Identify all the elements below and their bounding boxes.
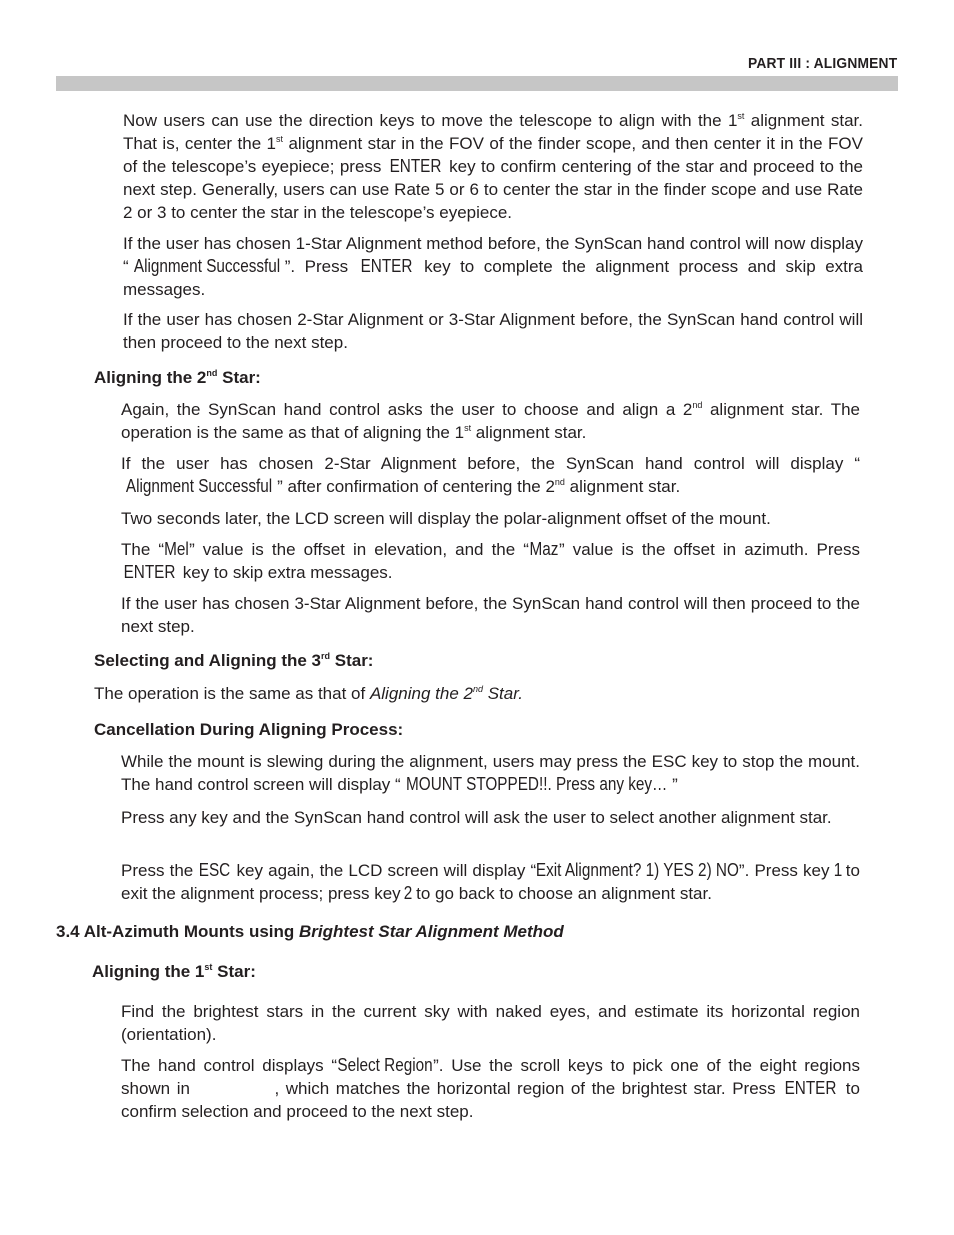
key-2-label: 2 (404, 883, 413, 903)
lcd-alignment-successful: Alignment Successful (125, 476, 273, 496)
heading-third-star: Selecting and Aligning the 3rd Star: (94, 651, 374, 670)
heading-aligning-second-star: Aligning the 2nd Star: (94, 368, 261, 387)
section-heading-brightest-star: 3.4 Alt-Azimuth Mounts using Brightest Star Alignment Method (56, 922, 564, 941)
paragraph-polar-offset: Two seconds later, the LCD screen will display the polar-alignment offset of the mount. (121, 509, 771, 528)
enter-key-label: ENTER (389, 156, 442, 176)
lcd-mount-stopped: MOUNT STOPPED!!. Press any key… (405, 774, 668, 794)
paragraph-third-star-operation: The operation is the same as that of Aligning the 2nd Star. (94, 684, 523, 703)
lcd-exit-alignment: Exit Alignment? 1) YES 2) NO (536, 860, 740, 880)
heading-cancellation: Cancellation During Aligning Process: (94, 720, 404, 739)
paragraph-one-star-result: If the user has chosen 1-Star Alignment method before, the SynScan hand control will now display “ Alignment Successful ”. Press ENTER key to complete the alignment process and skip extra messages. (123, 234, 863, 299)
paragraph-select-another: Press any key and the SynScan hand control will ask the user to select another alignment star. (121, 808, 832, 827)
lcd-mel: Mel (164, 539, 189, 559)
page-header-title: PART III : ALIGNMENT (747, 55, 897, 72)
enter-key-label: ENTER (784, 1078, 837, 1098)
paragraph-exit-alignment: Press the ESC key again, the LCD screen will display “Exit Alignment? 1) YES 2) NO”. Press key 1 to exit the alignment process; press key 2 to go back to choose an alignment star. (121, 860, 860, 903)
lcd-alignment-successful: Alignment Successful (133, 256, 280, 276)
paragraph-three-star-next: If the user has chosen 3-Star Alignment before, the SynScan hand control will then proceed to the next step. (121, 594, 860, 636)
paragraph-two-star-result: If the user has chosen 2-Star Alignment before, the SynScan hand control will display “Alignment Successful ” after confirmation of centering the 2nd alignment star. (121, 454, 860, 496)
lcd-maz: Maz (529, 539, 559, 559)
key-1-label: 1 (833, 860, 842, 880)
paragraph-find-brightest: Find the brightest stars in the current sky with naked eyes, and estimate its horizontal region (orientation). (121, 1002, 860, 1044)
paragraph-move-telescope: Now users can use the direction keys to move the telescope to align with the 1st alignment star. That is, center the 1st alignment star in the FOV of the finder scope, and then center it in the FOV of the telescope’s eyepiece; press ENTER key to confirm centering of the star and proceed to the next step. Generally, users can use Rate 5 or 6 to center the star in the finder scope and use Rate 2 or 3 to center the star in the telescope’s eyepiece. (123, 111, 864, 222)
paragraph-multi-star-next: If the user has chosen 2-Star Alignment or 3-Star Alignment before, the SynScan hand control will then proceed to the next step. (123, 310, 863, 352)
paragraph-mel-maz: The “Mel” value is the offset in elevation, and the “Maz” value is the offset in azimuth. Press ENTER key to skip extra messages. (121, 539, 860, 582)
paragraph-select-region: The hand control displays “Select Region”. Use the scroll keys to pick one of the eight regions shown in , which matches the horizontal region of the brightest star. Press ENTER to confirm selection and proceed to the next step. (121, 1055, 861, 1121)
enter-key-label: ENTER (360, 256, 413, 276)
heading-aligning-first-star: Aligning the 1st Star: (92, 962, 256, 981)
esc-key-label: ESC (199, 860, 231, 880)
paragraph-esc-stop: While the mount is slewing during the alignment, users may press the ESC key to stop the mount. The hand control screen will display “ MOUNT STOPPED!!. Press any key… ” (121, 752, 860, 794)
header-bar (56, 76, 898, 91)
lcd-select-region: Select Region (337, 1055, 433, 1075)
enter-key-label: ENTER (123, 562, 176, 582)
paragraph-second-star: Again, the SynScan hand control asks the user to choose and align a 2nd alignment star. The operation is the same as that of aligning the 1st alignment star. (121, 400, 860, 442)
